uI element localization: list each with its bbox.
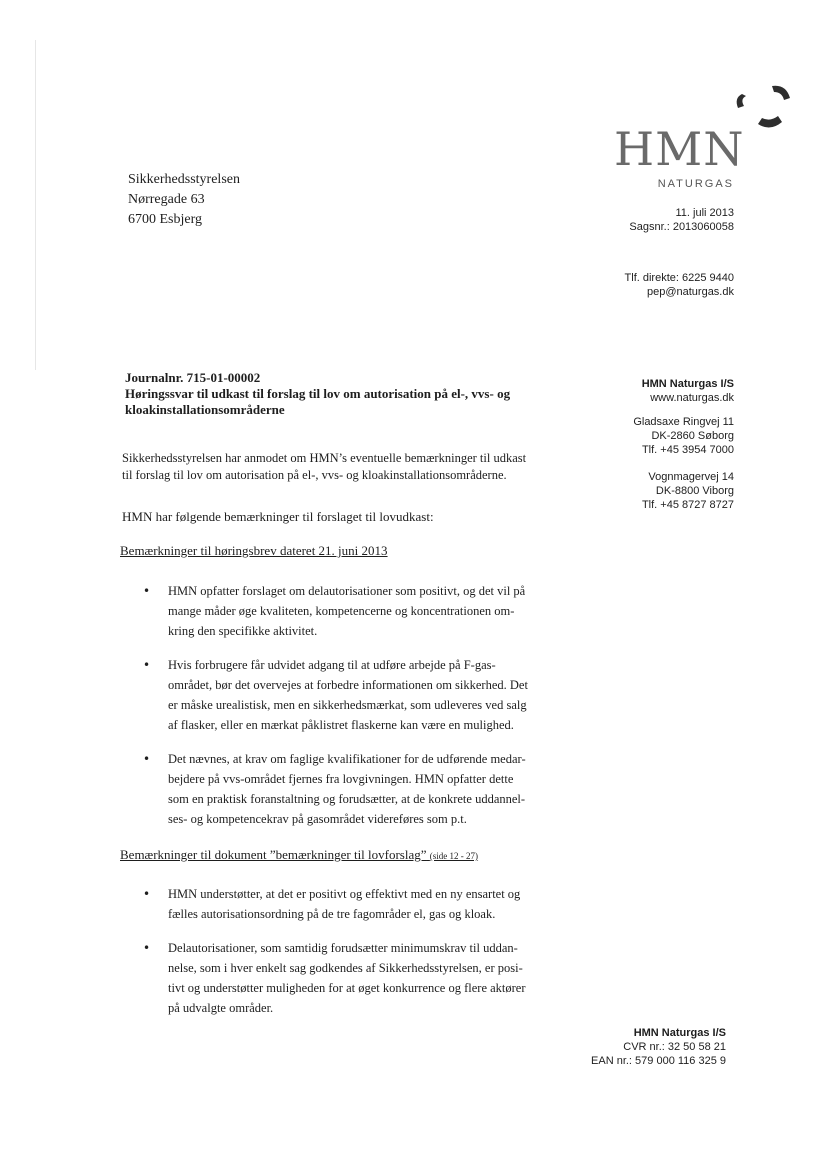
recipient-city: 6700 Esbjerg [128, 212, 203, 227]
footer-ean: EAN nr.: 579 000 116 325 9 [591, 1055, 726, 1067]
intro-line-1: Sikkerhedsstyrelsen har anmodet om HMN’s eventuelle bemærkninger til udkast [122, 451, 527, 465]
subject-block [125, 370, 575, 418]
lead-paragraph: HMN har følgende bemærkninger til forslaget til lovudkast: [122, 509, 434, 524]
letter-meta [480, 206, 734, 234]
office1-phone: Tlf. +45 3954 7000 [641, 444, 734, 456]
office2-street: Vognmagervej 14 [648, 471, 734, 483]
recipient-name: Sikkerhedsstyrelsen [128, 172, 240, 187]
list-item: • Hvis forbrugere får udvidet adgang til at udføre arbejde på F-gas- området, bør det overvejes at forbedre informationen om sikkerhed. Det er måske urealistisk, men en sikkerhedsmærkat, som udleveres ved salg af flasker, eller en mærkat påklistret flaskerne kan være en mulighed. [143, 655, 583, 735]
case-number: Sagsnr.: 2013060058 [629, 221, 734, 233]
direct-phone: Tlf. direkte: 6225 9440 [624, 272, 734, 284]
list-item: • Delautorisationer, som samtidig forudsætter minimumskrav til uddan- nelse, som i hver enkelt sag godkendes af Sikkerhedsstyrelsen, er posi- tivt og understøtter muligheden for at øget konkurrence og flere aktører på udvalgte områder. [143, 938, 583, 1018]
logo-subtitle: NATURGAS [657, 178, 734, 190]
office1-city: DK-2860 Søborg [651, 430, 734, 442]
contact-email[interactable]: pep@naturgas.dk [646, 286, 734, 298]
subject-line-2: kloakinstallationsområderne [125, 402, 285, 417]
recipient-address [128, 170, 240, 230]
logo-wordmark: HMN [614, 122, 745, 176]
bullet-icon: • [143, 584, 151, 598]
list-item: • HMN opfatter forslaget om delautorisationer som positivt, og det vil på mange måder øge kvaliteten, kompetencerne og koncentrationen om- kring den specifikke aktivitet. [143, 581, 583, 641]
footer-company-name: HMN Naturgas I/S [633, 1027, 726, 1039]
letter-date: 11. juli 2013 [675, 207, 734, 219]
section-heading-1: Bemærkninger til høringsbrev dateret 21. juni 2013 [120, 543, 388, 558]
office2-city: DK-8800 Viborg [655, 485, 734, 497]
journal-number: Journalnr. 715-01-00002 [125, 370, 261, 385]
list-item: • HMN understøtter, at det er positivt og effektivt med en ny ensartet og fælles autorisationsordning på de tre fagområder el, gas og kloak. [143, 884, 583, 924]
recipient-street: Nørregade 63 [128, 192, 205, 207]
office2-phone: Tlf. +45 8727 8727 [641, 499, 734, 511]
contact-block [480, 271, 734, 299]
bullet-icon: • [143, 941, 151, 955]
list-item: • Det nævnes, at krav om faglige kvalifikationer for de udførende medar- bejdere på vvs-området fjernes fra lovgivningen. HMN opfatter dette som en praktisk foranstaltning og forudsætter, at de konkrete uddannel- ses- og kompetencekrav på gasområdet videreføres som p.t. [143, 749, 583, 829]
bullet-icon: • [143, 887, 151, 901]
company-website[interactable]: www.naturgas.dk [650, 392, 734, 404]
footer-cvr: CVR nr.: 32 50 58 21 [623, 1041, 726, 1053]
subject-line-1: Høringssvar til udkast til forslag til lov om autorisation på el-, vvs- og [125, 386, 511, 401]
intro-paragraph [122, 450, 582, 484]
footer-company-info [480, 1026, 726, 1068]
bullet-icon: • [143, 658, 151, 672]
section-heading-2: Bemærkninger til dokument ”bemærkninger til lovforslag” (side 12 - 27) [120, 847, 479, 862]
company-name: HMN Naturgas I/S [641, 378, 734, 390]
margin-rule [35, 40, 36, 370]
bullet-icon: • [143, 752, 151, 766]
intro-line-2: til forslag til lov om autorisation på el-, vvs- og kloakinstallationsområderne. [122, 468, 507, 482]
section-heading-pages: (side 12 - 27) [429, 851, 479, 861]
office1-street: Gladsaxe Ringvej 11 [633, 416, 734, 428]
